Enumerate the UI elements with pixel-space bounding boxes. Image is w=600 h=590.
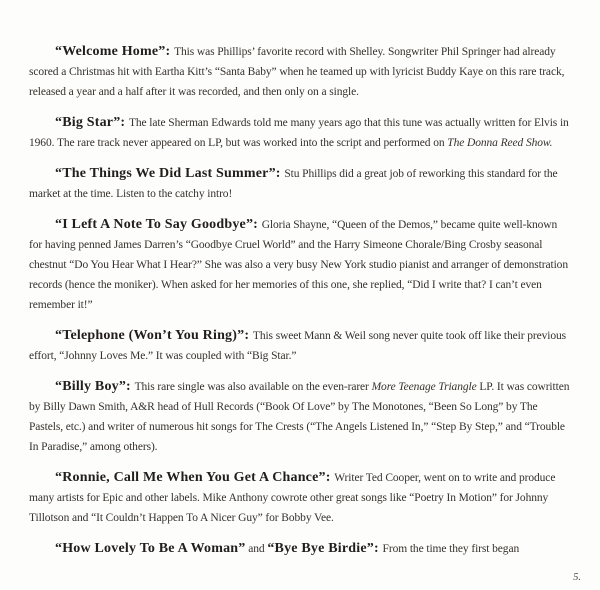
paragraph xyxy=(29,164,573,204)
song-title: “The Things We Did Last Summer”: xyxy=(55,166,285,181)
note-text: The late Sherman Edwards told me many years ago that this tune was actually written for Elvis in 1960. The rare track never appeared on LP, but was worked into the script and performed on xyxy=(29,117,569,149)
paragraph xyxy=(29,539,573,559)
italic-title: More Teenage Triangle xyxy=(371,381,477,393)
note-text: LP. It was cowritten by Billy Dawn Smith, A&R head of Hull Records (“Book Of Love” by The Monotones, “Been So Long” by The Pastels, etc.) and writer of numerous hit songs for The Crests (“The Angels Listened In,” “Step By Step,” and “Trouble In Paradise,” among others). xyxy=(29,381,570,453)
paragraph xyxy=(29,326,573,366)
paragraph xyxy=(29,468,573,528)
paragraph xyxy=(29,215,573,315)
note-text: This sweet Mann & Weil song never quite took off like their previous effort, “Johnny Loves Me.” It was coupled with “Big Star.” xyxy=(29,330,567,362)
note-text: This was Phillips’ favorite record with Shelley. Songwriter Phil Springer had already scored a Christmas hit with Eartha Kitt’s “Santa Baby” when he teamed up with lyricist Buddy Kaye on this rare track, released a year and a half after it was recorded, and then only on a single. xyxy=(29,46,565,98)
song-title: “Welcome Home”: xyxy=(55,44,175,59)
italic-title: The Donna Reed Show. xyxy=(447,137,553,149)
song-title: “How Lovely To Be A Woman” xyxy=(55,541,246,556)
paragraph xyxy=(29,377,573,457)
note-text: Writer Ted Cooper, went on to write and produce many artists for Epic and other labels. Mike Anthony cowrote other great songs like “Poetry In Motion” for Johnny Tillotson and “It Couldn’t Happen To A Nicer Guy” for Bobby Vee. xyxy=(29,472,556,524)
note-text: From the time they first began xyxy=(382,543,520,555)
page-number: 5. xyxy=(573,572,581,583)
note-text: Stu Phillips did a great job of reworking this standard for the market at the time. Listen to the catchy intro! xyxy=(29,168,558,200)
song-title: “Billy Boy”: xyxy=(55,379,135,394)
paragraph xyxy=(29,42,573,102)
note-text: Gloria Shayne, “Queen of the Demos,” became quite well-known for having penned James Darren’s “Goodbye Cruel World” and the Harry Simeone Chorale/Bing Crosby seasonal chestnut “Do You Hear What I Hear?” She was also a very busy New York studio pianist and arranger of demonstration records (hence the moniker). When asked for her memories of this one, she replied, “Did I write that? I can’t even remember it!” xyxy=(29,219,568,311)
note-text: This rare single was also available on the even-rarer xyxy=(134,381,372,393)
song-title: “Ronnie, Call Me When You Get A Chance”: xyxy=(55,470,335,485)
song-title: “Big Star”: xyxy=(55,115,129,130)
song-title: “Telephone (Won’t You Ring)”: xyxy=(55,328,253,343)
song-title: “I Left A Note To Say Goodbye”: xyxy=(55,217,262,232)
song-title: “Bye Bye Birdie”: xyxy=(267,541,383,556)
paragraph xyxy=(29,113,573,153)
note-text: and xyxy=(245,543,268,555)
liner-notes xyxy=(29,42,573,570)
